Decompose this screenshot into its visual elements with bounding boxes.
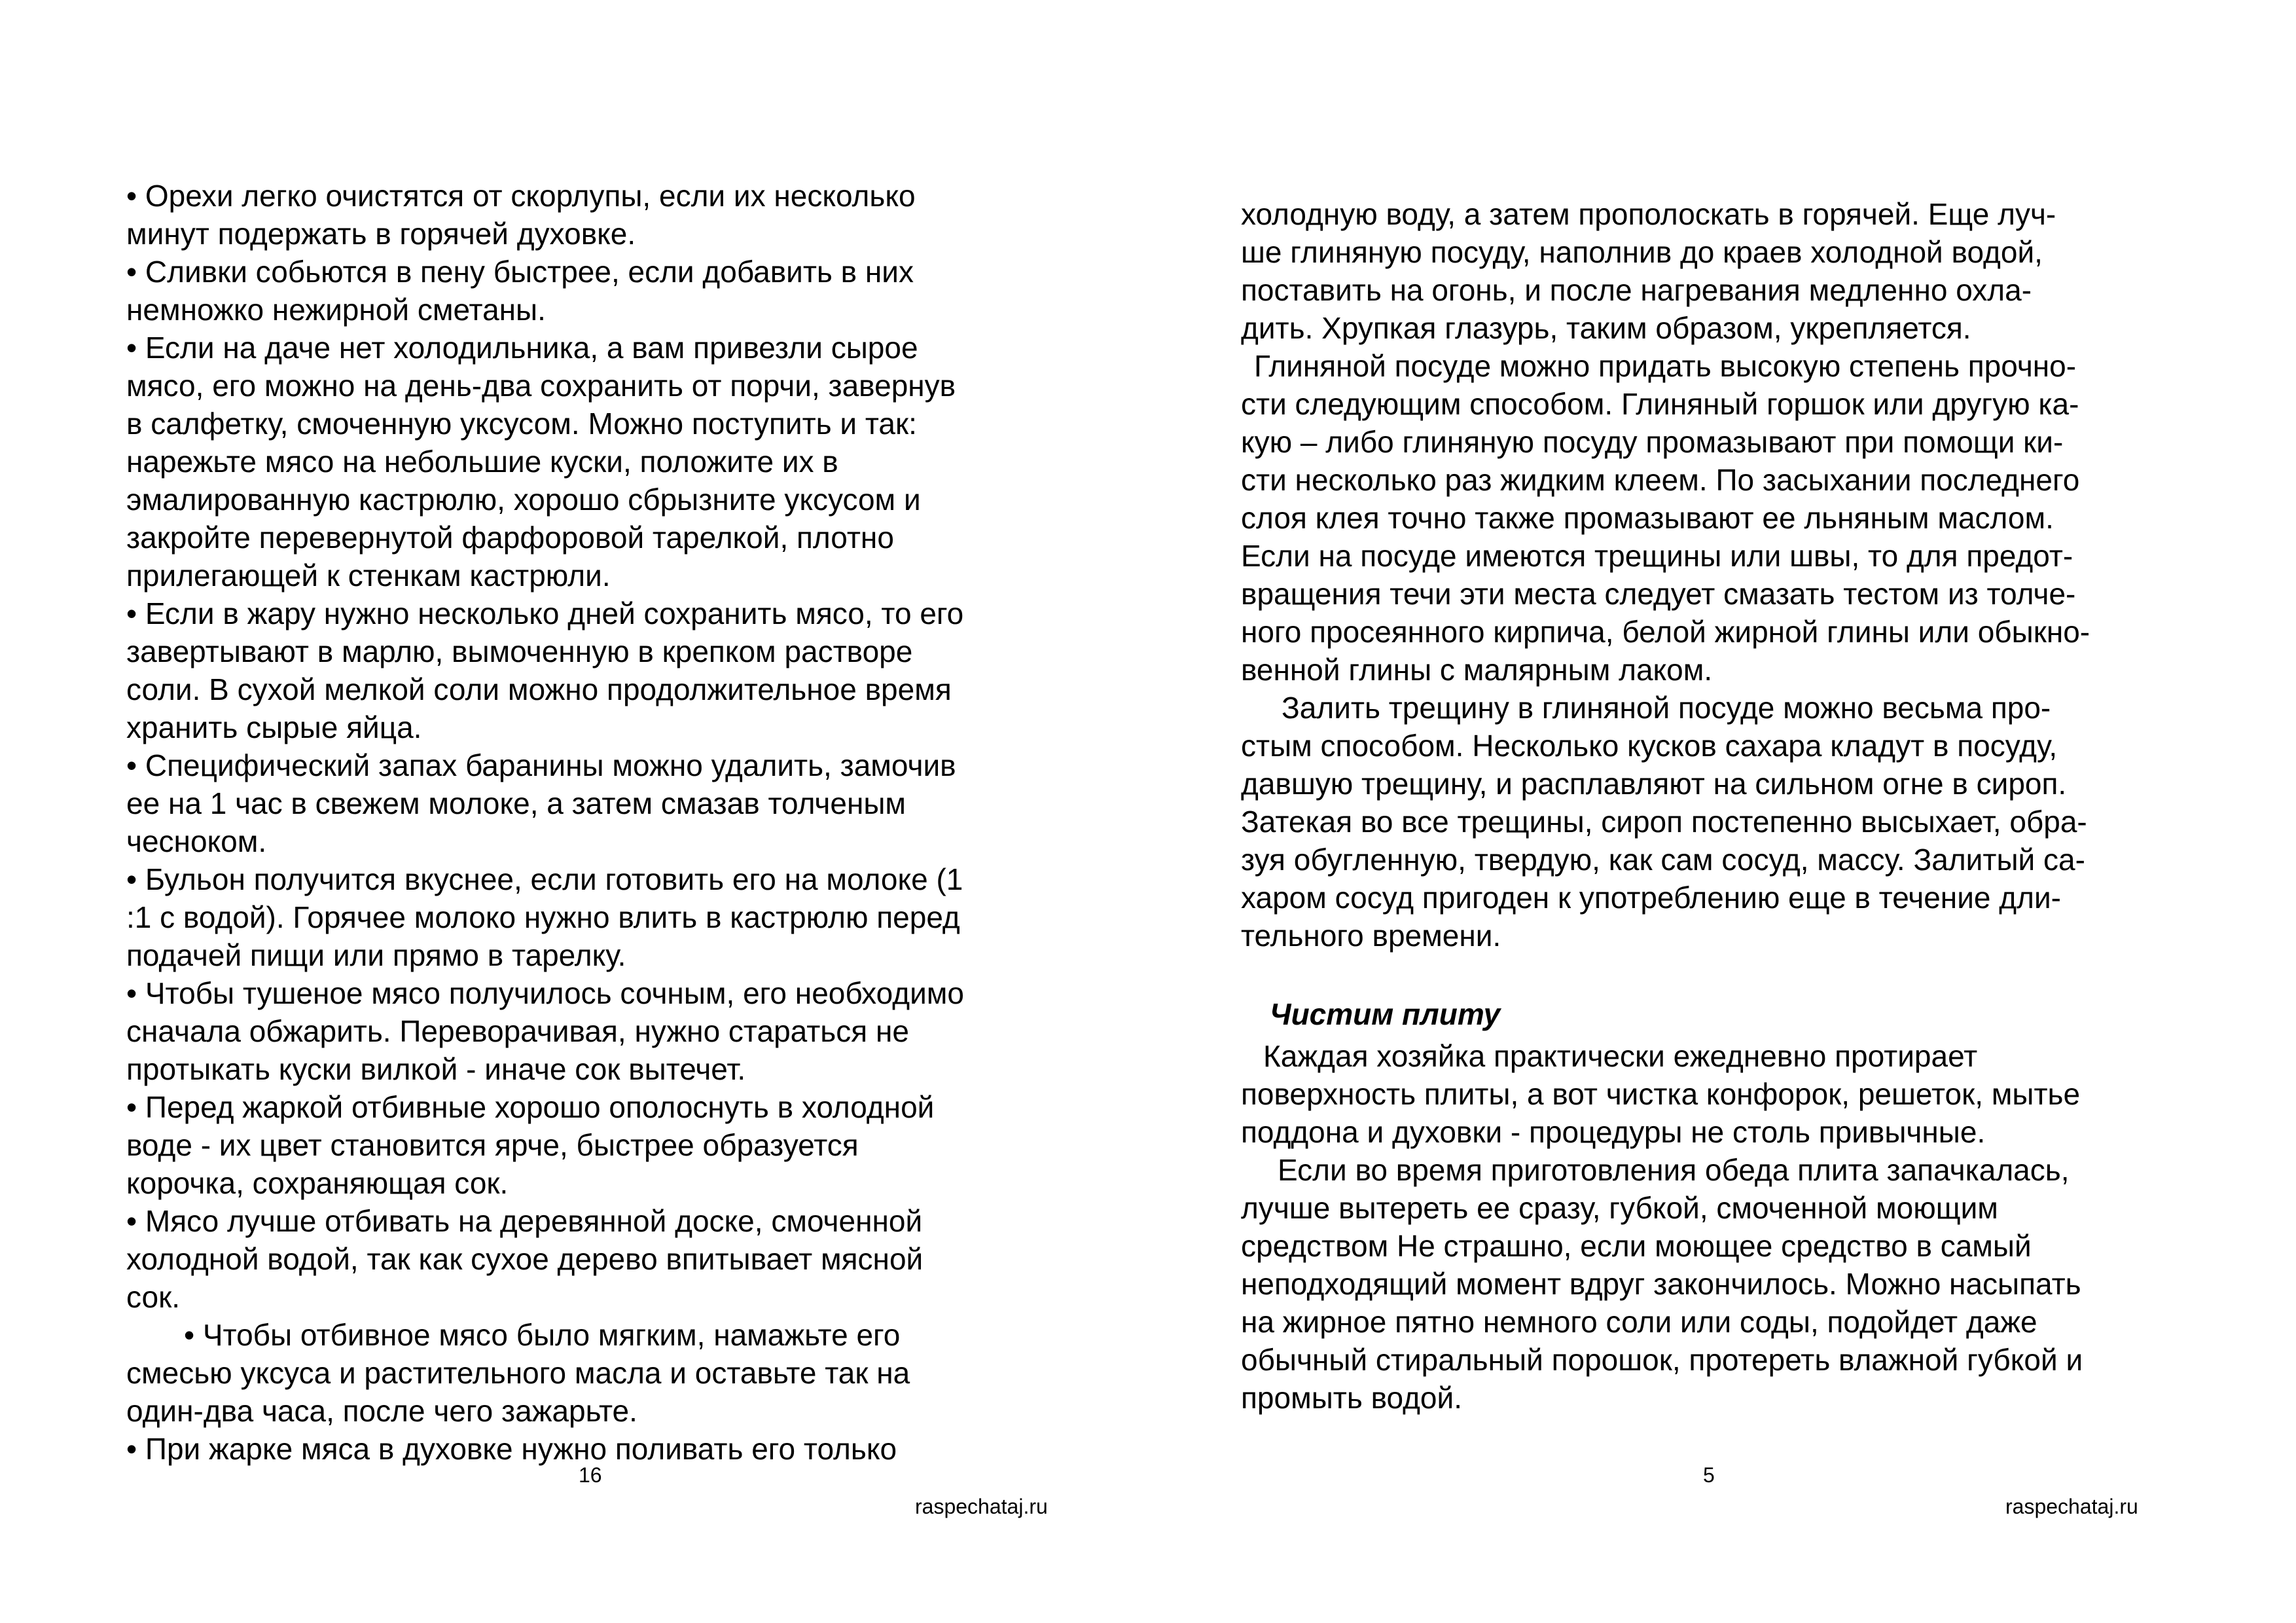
text-line: подачей пищи или прямо в тарелку.: [126, 938, 626, 972]
text-line: неподходящий момент вдруг закончилось. Можно насыпать: [1241, 1267, 2081, 1301]
text-line: средством Не страшно, если моющее средство в самый: [1241, 1229, 2032, 1263]
text-line: кую – либо глиняную посуду промазывают при помощи ки-: [1241, 425, 2064, 459]
text-line: • Чтобы тушеное мясо получилось сочным, его необходимо: [126, 976, 964, 1010]
text-line: зуя обугленную, твердую, как сам сосуд, массу. Залитый са-: [1241, 843, 2085, 877]
text-line: • Специфический запах баранины можно удалить, замочив: [126, 748, 956, 782]
text-line: сти несколько раз жидким клеем. По засыхании последнего: [1241, 463, 2080, 497]
text-line: эмалированную кастрюлю, хорошо сбрызните уксусом и: [126, 483, 921, 517]
text-line: один-два часа, после чего зажарьте.: [126, 1394, 637, 1428]
text-line: вращения течи эти места следует смазать тестом из толче-: [1241, 577, 2076, 611]
text-line: холодную воду, а затем прополоскать в горячей. Еще луч-: [1241, 197, 2056, 231]
text-line: смесью уксуса и растительного масла и оставьте так на: [126, 1356, 910, 1390]
text-line: харом сосуд пригоден к употреблению еще в течение дли-: [1241, 881, 2061, 915]
text-line: чесноком.: [126, 824, 267, 858]
left-page-text: [126, 177, 1075, 1468]
section-spacer: [1241, 955, 2190, 995]
text-line: Глиняной посуде можно придать высокую степень прочно-: [1254, 349, 2077, 383]
text-line: сти следующим способом. Глиняный горшок или другую ка-: [1241, 387, 2079, 421]
text-line: стым способом. Несколько кусков сахара кладут в посуду,: [1241, 729, 2058, 763]
text-line: давшую трещину, и расплавляют на сильном огне в сироп.: [1241, 767, 2067, 801]
text-line: завертывают в марлю, вымоченную в крепком растворе: [126, 634, 913, 668]
text-line: протыкать куски вилкой - иначе сок вытечет.: [126, 1052, 746, 1086]
text-line: поставить на огонь, и после нагревания медленно охла-: [1241, 273, 2032, 307]
text-line: • Бульон получится вкуснее, если готовить его на молоке (1: [126, 862, 963, 896]
site-label: raspechataj.ru: [2005, 1495, 2138, 1518]
text-line: на жирное пятно немного соли или соды, подойдет даже: [1241, 1305, 2037, 1339]
text-line: Если на посуде имеются трещины или швы, то для предот-: [1241, 539, 2073, 573]
text-line: сок.: [126, 1280, 181, 1314]
text-line: поверхность плиты, а вот чистка конфорок, решеток, мытье: [1241, 1077, 2081, 1111]
text-line: венной глины с малярным лаком.: [1241, 653, 1713, 687]
text-line: • Сливки собьются в пену быстрее, если добавить в них: [126, 255, 914, 289]
text-line: Если во время приготовления обеда плита запачкалась,: [1278, 1153, 2070, 1187]
text-line: немножко нежирной сметаны.: [126, 293, 546, 327]
text-line: тельного времени.: [1241, 919, 1501, 953]
text-line: • Мясо лучше отбивать на деревянной доске, смоченной: [126, 1204, 923, 1238]
text-line: поддона и духовки - процедуры не столь привычные.: [1241, 1115, 1986, 1149]
text-line: • Чтобы отбивное мясо было мягким, намажьте его: [184, 1318, 901, 1352]
page-number: 5: [1703, 1463, 1715, 1487]
text-line: хранить сырые яйца.: [126, 710, 422, 744]
site-label: raspechataj.ru: [915, 1495, 1048, 1518]
text-line: • Если в жару нужно несколько дней сохранить мясо, то его: [126, 596, 964, 630]
text-line: дить. Хрупкая глазурь, таким образом, укрепляется.: [1241, 311, 1971, 345]
text-line: минут подержать в горячей духовке.: [126, 217, 636, 251]
text-line: слоя клея точно также промазывают ее льняным маслом.: [1241, 501, 2054, 535]
text-line: • Если на даче нет холодильника, а вам привезли сырое: [126, 331, 918, 365]
text-line: промыть водой.: [1241, 1381, 1462, 1415]
right-page-text: [1241, 195, 2190, 1417]
text-line: Залить трещину в глиняной посуде можно весьма про-: [1282, 691, 2051, 725]
text-line: Каждая хозяйка практически ежедневно протирает: [1263, 1039, 1978, 1073]
text-line: ее на 1 час в свежем молоке, а затем смазав толченым: [126, 786, 906, 820]
text-line: в салфетку, смоченную уксусом. Можно поступить и так:: [126, 407, 917, 441]
text-line: воде - их цвет становится ярче, быстрее образуется: [126, 1128, 859, 1162]
text-line: закройте перевернутой фарфоровой тарелкой, плотно: [126, 520, 894, 555]
right-page: [1148, 0, 2296, 1623]
text-line: нарежьте мясо на небольшие куски, положите их в: [126, 445, 838, 479]
text-line: ного просеянного кирпича, белой жирной глины или обыкно-: [1241, 615, 2090, 649]
text-line: мясо, его можно на день-два сохранить от порчи, завернув: [126, 369, 956, 403]
text-line: • Перед жаркой отбивные хорошо ополоснуть в холодной: [126, 1090, 935, 1124]
text-line: холодной водой, так как сухое дерево впитывает мясной: [126, 1242, 924, 1276]
text-line: лучше вытереть ее сразу, губкой, смоченной моющим: [1241, 1191, 1998, 1225]
page-number: 16: [579, 1463, 602, 1487]
text-line: соли. В сухой мелкой соли можно продолжительное время: [126, 672, 952, 706]
text-line: Затекая во все трещины, сироп постепенно высыхает, обра-: [1241, 805, 2087, 839]
section-heading: Чистим плиту: [1270, 997, 1501, 1031]
text-line: прилегающей к стенкам кастрюли.: [126, 558, 611, 593]
text-line: сначала обжарить. Переворачивая, нужно стараться не: [126, 1014, 909, 1048]
text-line: • Орехи легко очистятся от скорлупы, если их несколько: [126, 179, 916, 213]
text-line: :1 с водой). Горячее молоко нужно влить в кастрюлю перед: [126, 900, 960, 934]
text-line: корочка, сохраняющая сок.: [126, 1166, 509, 1200]
text-line: обычный стиральный порошок, протереть влажной губкой и: [1241, 1343, 2083, 1377]
text-line: • При жарке мяса в духовке нужно поливать его только: [126, 1432, 897, 1466]
text-line: ше глиняную посуду, наполнив до краев холодной водой,: [1241, 235, 2043, 269]
